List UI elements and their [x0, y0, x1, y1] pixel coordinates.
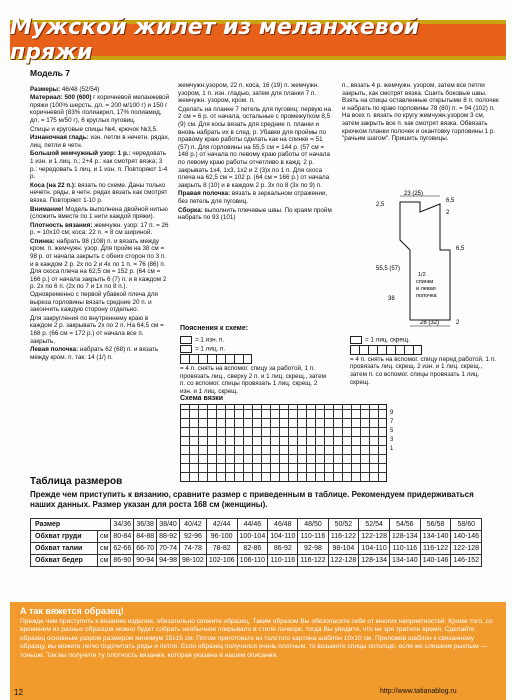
paragraph-heading: Левая полочка:	[30, 346, 79, 354]
paragraph-text: чередовать 1 изн. и 1 лиц. п.; 2+4 р.: как смотрят вязка; 3 р.: чередовать 1 лиц. и 1 изн. п. Повторяют 1-4 р.	[30, 150, 168, 181]
unit-cell: см	[98, 531, 111, 543]
table-cell: 80-84	[111, 531, 134, 543]
paragraph-heading: Большой жемчужный узор: 1 р.:	[30, 150, 131, 158]
table-cell: 140-146	[451, 531, 482, 543]
table-cell: 90-94	[134, 555, 157, 567]
table-cell: 106-110	[237, 555, 268, 567]
column-2	[178, 82, 333, 223]
table-cell: 146-152	[451, 555, 482, 567]
table-cell: 74-78	[180, 543, 207, 555]
table-cell: 134-140	[389, 555, 420, 567]
unit-cell: см	[98, 555, 111, 567]
table-cell: 104-110	[268, 531, 298, 543]
table-header-cell: 38/40	[157, 519, 180, 531]
table-header-cell: 54/56	[389, 519, 420, 531]
diagram-dimension: 55,5 (57)	[376, 266, 401, 272]
legend-item-purl: = 1 изн. п.	[195, 336, 225, 344]
paragraph-text: Модель выполнена двойной нитью (сложить вместе по 1 нити каждой пряжи).	[30, 205, 168, 221]
purl-symbol	[180, 336, 192, 344]
chart-row-labels: 9 7 5 3 1	[390, 410, 394, 452]
paragraph-text: Спицы и круговые спицы №4, крючок №3,5.	[30, 125, 158, 133]
tip-title: А так вяжется образец!	[20, 606, 124, 616]
table-cell: 110-116	[298, 531, 328, 543]
paragraph-text: набрать 98 (108) п. и вязать между кром. п. жемчужн. узор. Для пройм на 38 см = 98 р. от начала закрыть с обеих сторон по 3 п. и в каждом 2 р. 2х по 2 и 4х по 1 п. = 76 (86) п. Для скоса плеча на 62,5 см = 152 р. (64 см = 166 р.) от начала закрыть 6 (7) п. и в каждом 2 р. 2х по 6 п. (2х по 7 и 1х по 8 п.). Одновременно с первой убавкой плеча для выреза горловины вязать средние 20 п. и закончить каждую сторону отдельно.	[30, 237, 167, 314]
table-cell: 70-74	[157, 543, 180, 555]
page-title: Мужской жилет из меланжевой пряжи	[10, 15, 420, 65]
table-row	[31, 531, 482, 543]
table-cell: 98-102	[180, 555, 207, 567]
paragraph-text: Сделать на планке 7 петель для пуговиц: первую на 2 см = 6 р. от начала, остальные с промежутком 8,5 (9) см. Для косы вязать для средние п. планки и вновь набрать их в след. р. Убавки для проймы по правому краю работы сделать как на спинке = 51 (57) п. Для горловины на 55,5 см = 144 р. (57 см = 148 р.) от начала по левому краю работы от начала по левому краю работы отчетливо в кажд. 2 р. закрывать 1х4, 1х3, 1х2 и 2 (3)х по 1 п. Для скоса плеча на 62,5 см = 102 р. (64 см = 166 р.) от начала закрыть 8 (10) и в каждом 2 р. 3х по 8 (3х по 9) п.	[178, 105, 332, 189]
table-header-cell: 36/38	[134, 519, 157, 531]
svg-text:и левая: и левая	[416, 286, 436, 292]
table-cell: 78-82	[206, 543, 237, 555]
paragraph-text: п., вязать 4 р. жемчужн. узором, затем все петли закрыть, как смотрят вязка. Сшить боковые швы. Взять на спицы оставленные открытыми 8 п. полочек и набрать по краю горловины 78 (80) п. = 94 (102) п. На всех п. вязать по кругу жемчужн.узором 3 см, затем закрыть все п. как смотрят вязка. Обвязать крючком планки полочек и окантовку горловины 1 р. "рачьим шагом". Пришить пуговицы.	[342, 82, 499, 143]
chart-grid	[180, 404, 387, 482]
svg-text:спинки: спинки	[416, 279, 434, 285]
col1-paragraph	[30, 206, 170, 221]
col1-paragraph	[30, 94, 170, 124]
table-cell: 128-134	[389, 531, 420, 543]
table-cell: 92-96	[180, 531, 207, 543]
table-cell: 84-88	[134, 531, 157, 543]
sample-tip-box	[10, 602, 506, 700]
column-1-text	[30, 86, 170, 362]
col1-paragraph	[30, 126, 170, 134]
paragraph-heading: Материал: 500 (600)	[30, 94, 92, 102]
diagram-dimension: 23 (25)	[404, 191, 424, 197]
paragraph-text: Для закругления по внутреннему краю в каждом 2 р. закрывать 2х по 2 п. На 64,5 см = 168 р. (66 см = 172 р.) от начала все п. закрыть.	[30, 314, 164, 345]
paragraph-text: вязать по схеме. Даны только нечетн. ряды, в четн. рядах вязать как смотрят вязка. Повторяют 1-10 р.	[30, 181, 168, 204]
paragraph-text: 46/48 (52/54)	[60, 85, 100, 93]
table-cell: 92-98	[298, 543, 328, 555]
page-number: 12	[14, 688, 23, 697]
table-row	[31, 555, 482, 567]
diagram-dimension: 2,5	[376, 202, 385, 208]
col2-paragraph	[178, 207, 333, 222]
col1-paragraph	[30, 86, 170, 94]
col1-paragraph	[30, 315, 170, 345]
table-cell: 104-110	[359, 543, 390, 555]
paragraph-heading: Изнаночная гладь:	[30, 134, 89, 142]
paragraph-text: жемчужн. узор: 17 п. = 26 р. = 10х10 см; коса: 22 п. = 8 см шириной.	[30, 221, 169, 237]
table-row	[31, 543, 482, 555]
col2-paragraph	[178, 106, 333, 190]
paragraph-heading: Размеры:	[30, 85, 61, 93]
table-header-label: Размер	[31, 519, 111, 531]
table-header-cell: 44/46	[237, 519, 268, 531]
table-header-cell: 40/42	[180, 519, 207, 531]
legend-item-twisted: = 1 лиц. скрещ.	[365, 336, 410, 344]
cable-left-symbol	[180, 354, 252, 364]
column-3	[342, 82, 502, 144]
col3-paragraph	[342, 82, 502, 143]
table-header-cell: 34/36	[111, 519, 134, 531]
svg-text:1/2: 1/2	[418, 272, 426, 278]
title-banner	[10, 15, 506, 65]
col2-paragraph	[178, 190, 333, 205]
table-cell: 88-92	[157, 531, 180, 543]
row-label: Обхват талии	[31, 543, 98, 555]
legend-item-knit: = 1 лиц. п.	[195, 345, 226, 353]
legend-title: Пояснения к схеме:	[180, 325, 249, 332]
table-cell: 134-140	[420, 531, 451, 543]
twisted-knit-symbol	[350, 336, 362, 344]
table-header-row	[31, 519, 482, 531]
paragraph-text: г коричневой меланжевой пряжи (100% шерсть, дл. = 200 м/100 г) и 150 г коричневой (83% полиакрил, 17% полиамид, дл. = 175 м/50 г), 6 круглых пуговиц.	[30, 94, 170, 124]
column-2-text	[178, 82, 333, 222]
table-cell: 116-122	[328, 531, 359, 543]
table-header-cell: 42/44	[206, 519, 237, 531]
table-cell: 116-122	[298, 555, 328, 567]
table-cell: 86-90	[111, 555, 134, 567]
table-cell: 98-104	[328, 543, 359, 555]
col1-paragraph	[30, 134, 170, 149]
paragraph-heading: Сборка:	[178, 206, 203, 214]
legend-item-cable-right: = 4 п. снять на вспомог. спицу перед работой, 1 п. провязать лиц. скрещ. 2 изн. и 1 лиц. скрещ., затем п. со вспомог. спицы провязать 1 лиц. скрещ.	[350, 355, 496, 386]
paragraph-text: изн. петли в нечетн. рядах, лиц. петли в четн.	[30, 134, 170, 149]
table-cell: 116-122	[420, 543, 451, 555]
table-cell: 82-86	[237, 543, 268, 555]
size-table-intro: Прежде чем приступить к вязанию, сравните размер с приведенным в таблице. Рекомендуем придерживаться наших данных. Размер указан для роста 168 см (женщины).	[30, 490, 474, 509]
table-cell: 122-128	[451, 543, 482, 555]
paragraph-heading: Спинка:	[30, 237, 55, 245]
table-header-cell: 50/52	[328, 519, 359, 531]
table-header-cell: 56/58	[420, 519, 451, 531]
table-cell: 86-92	[268, 543, 298, 555]
paragraph-text: выполнить плечевые швы. По краям пройм набрать по 93 (101)	[178, 206, 332, 222]
size-table-title: Таблица размеров	[30, 476, 123, 487]
table-cell: 66-70	[134, 543, 157, 555]
col1-paragraph	[30, 182, 170, 205]
table-cell: 102-106	[206, 555, 237, 567]
paragraph-text: жемчужн.узором, 22 п. коса, 16 (19) п. жемчужн. узором, 1 п. изн. гладью, затем для планки 7 п. жемчужн. узором, кром. п.	[178, 82, 320, 105]
table-cell: 140-146	[420, 555, 451, 567]
table-cell: 110-116	[389, 543, 420, 555]
diagram-dimension: 28 (32)	[420, 320, 440, 326]
legend-item-cable-left: = 4 п. снять на вспомог. спицу за работой, 1 п. провязать лиц., сверху 2 п. и 1 лиц. скрещ., затем п. со вспомог. спицы провязать 1 лиц. скрещ. 2 изн. и 1 лиц. скрещ.	[180, 365, 326, 395]
diagram-dimension: 2	[446, 210, 450, 216]
row-label: Обхват бедер	[31, 555, 98, 567]
paragraph-heading: Правая полочка:	[178, 190, 231, 198]
col2-paragraph	[178, 82, 333, 105]
unit-cell: см	[98, 543, 111, 555]
table-cell: 62-66	[111, 543, 134, 555]
table-cell: 110-116	[268, 555, 298, 567]
col1-paragraph	[30, 238, 170, 314]
col1-paragraph	[30, 150, 170, 180]
knit-symbol	[180, 345, 192, 353]
paragraph-heading: Внимание!	[30, 205, 64, 213]
table-header-cell: 52/54	[359, 519, 390, 531]
knitting-chart	[180, 395, 405, 487]
size-table	[30, 518, 482, 567]
row-label: Обхват груди	[31, 531, 98, 543]
cable-right-symbol	[350, 345, 422, 355]
table-header-cell: 46/48	[268, 519, 298, 531]
col1-paragraph	[30, 346, 170, 361]
table-cell: 122-128	[328, 555, 359, 567]
table-header-cell: 58/60	[451, 519, 482, 531]
column-1	[30, 70, 170, 362]
column-3-text	[342, 82, 502, 143]
table-cell: 128-134	[359, 555, 390, 567]
table-cell: 100-104	[237, 531, 268, 543]
paragraph-text: вязать в зеркальном отражении, без петель для пуговиц.	[178, 190, 328, 205]
diagram-dimension: 38	[388, 296, 395, 302]
diagram-dimension: 6,5	[446, 198, 455, 204]
table-cell: 94-98	[157, 555, 180, 567]
chart-title: Схема вязки	[180, 395, 224, 402]
paragraph-heading: Плотность вязания:	[30, 221, 93, 229]
paragraph-text: набрать 62 (68) п. и вязать между кром. п. так: 14 (1/) п.	[30, 346, 159, 361]
watermark: http://www.tatianablog.ru	[380, 688, 457, 695]
diagram-dimension: 2	[456, 320, 460, 326]
svg-text:полочка: полочка	[416, 293, 437, 299]
legend	[180, 325, 500, 397]
model-title: Модель 7	[30, 68, 70, 78]
paragraph-heading: Коса (на 22 п.):	[30, 181, 77, 189]
diagram-dimension: 6,5	[456, 246, 465, 252]
tip-text: Прежде чем приступить к вязанию изделия, обязательно свяжите образец. Таким образом Вы обезопасите себя от многих неприятностей. Кроме того, со временем из разных образцов можно будет собрать необычное покрывало в стиле пэчворк, тогда Вы увидите, что не зря тратили время. Сделайте образец основным узором размером минимум 15х15 см. Потом приготовьте из толстого картона шаблон 10х10 см. Приложив шаблон к связанному образцу, вы можете легко подсчитать ряды и петли. Если образец получился очень плотным, то возьмите спицы потолще, если же слишком рыхлым — тоньше. Так вы получите ту плотность вязания, которая указана в нашем описании.	[20, 618, 493, 659]
garment-diagram	[370, 190, 490, 330]
table-header-cell: 48/50	[298, 519, 328, 531]
table-cell: 122-128	[359, 531, 390, 543]
col1-paragraph	[30, 222, 170, 237]
table-cell: 96-100	[206, 531, 237, 543]
